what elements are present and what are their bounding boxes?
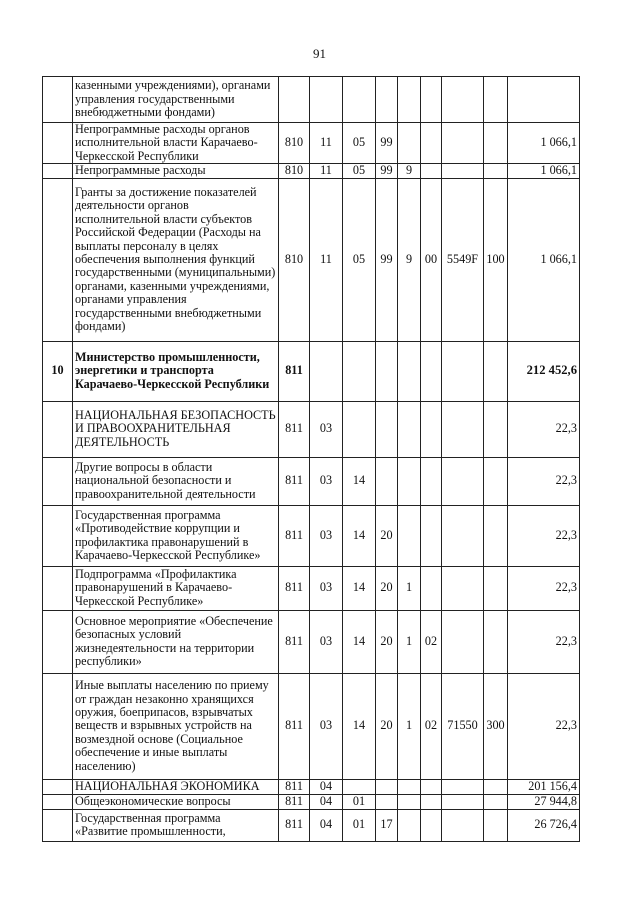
subsection-code-cell: [343, 77, 376, 123]
section-code-cell: 11: [310, 164, 343, 178]
expense-type-code-cell: [484, 566, 508, 610]
admin-code-cell: 811: [279, 809, 310, 841]
subsection-code-cell: [343, 401, 376, 457]
subprogram-code-cell: [398, 341, 421, 401]
subsection-code-cell: 14: [343, 457, 376, 505]
row-number-cell: [43, 779, 73, 794]
section-code-cell: 04: [310, 809, 343, 841]
program-code-cell: [376, 401, 398, 457]
main-action-code-cell: 00: [421, 178, 442, 341]
main-action-code-cell: [421, 341, 442, 401]
program-code-cell: [376, 794, 398, 809]
table-row: [43, 178, 580, 341]
amount-cell: 201 156,4: [508, 779, 580, 794]
main-action-code-cell: [421, 401, 442, 457]
table-row: [43, 809, 580, 841]
admin-code-cell: 811: [279, 341, 310, 401]
main-action-code-cell: [421, 779, 442, 794]
row-number-cell: [43, 457, 73, 505]
program-code-cell: 20: [376, 505, 398, 566]
item-name-cell: НАЦИОНАЛЬНАЯ БЕЗОПАСНОСТЬ И ПРАВООХРАНИТЕЛЬНАЯ ДЕЯТЕЛЬНОСТЬ: [73, 401, 279, 457]
item-name-cell: казенными учреждениями), органами управления государственными внебюджетными фондами): [73, 77, 279, 123]
program-code-cell: [376, 77, 398, 123]
item-name-cell: Непрограммные расходы: [73, 164, 279, 178]
direction-code-cell: [442, 123, 484, 164]
admin-code-cell: 810: [279, 164, 310, 178]
item-name-cell: Государственная программа «Развитие промышленности,: [73, 809, 279, 841]
subprogram-code-cell: [398, 809, 421, 841]
row-number-cell: [43, 123, 73, 164]
direction-code-cell: [442, 341, 484, 401]
expense-type-code-cell: [484, 610, 508, 673]
amount-cell: 22,3: [508, 673, 580, 779]
direction-code-cell: [442, 779, 484, 794]
program-code-cell: 20: [376, 673, 398, 779]
main-action-code-cell: [421, 809, 442, 841]
amount-cell: 22,3: [508, 566, 580, 610]
subprogram-code-cell: 9: [398, 164, 421, 178]
subsection-code-cell: 01: [343, 809, 376, 841]
item-name-cell: НАЦИОНАЛЬНАЯ ЭКОНОМИКА: [73, 779, 279, 794]
program-code-cell: 17: [376, 809, 398, 841]
program-code-cell: 20: [376, 566, 398, 610]
subprogram-code-cell: [398, 77, 421, 123]
subprogram-code-cell: [398, 779, 421, 794]
expense-type-code-cell: [484, 779, 508, 794]
table-row: [43, 505, 580, 566]
item-name-cell: Гранты за достижение показателей деятельности органов исполнительной власти субъектов Российской Федерации (Расходы на выплаты персоналу в целях обеспечения выполнения функций государственными (муниципальными) органами, казенными учреждениями, органами управления государственными внебюджетными фондами): [73, 178, 279, 341]
row-number-cell: [43, 610, 73, 673]
table-row: [43, 457, 580, 505]
program-code-cell: [376, 779, 398, 794]
expense-type-code-cell: 300: [484, 673, 508, 779]
subsection-code-cell: 14: [343, 505, 376, 566]
expense-type-code-cell: [484, 123, 508, 164]
section-code-cell: 11: [310, 178, 343, 341]
subprogram-code-cell: [398, 123, 421, 164]
row-number-cell: [43, 794, 73, 809]
row-number-cell: [43, 673, 73, 779]
item-name-cell: Подпрограмма «Профилактика правонарушений в Карачаево-Черкесской Республике»: [73, 566, 279, 610]
subsection-code-cell: [343, 779, 376, 794]
subprogram-code-cell: 1: [398, 673, 421, 779]
section-code-cell: 03: [310, 401, 343, 457]
budget-table: [42, 76, 580, 842]
program-code-cell: 20: [376, 610, 398, 673]
section-code-cell: [310, 77, 343, 123]
budget-table-body: [43, 77, 580, 842]
item-name-cell: Основное мероприятие «Обеспечение безопасных условий жизнедеятельности на территории республики»: [73, 610, 279, 673]
direction-code-cell: 5549F: [442, 178, 484, 341]
direction-code-cell: [442, 505, 484, 566]
admin-code-cell: 811: [279, 505, 310, 566]
expense-type-code-cell: [484, 401, 508, 457]
program-code-cell: 99: [376, 123, 398, 164]
expense-type-code-cell: [484, 794, 508, 809]
item-name-cell: Общеэкономические вопросы: [73, 794, 279, 809]
direction-code-cell: [442, 610, 484, 673]
admin-code-cell: 811: [279, 457, 310, 505]
main-action-code-cell: 02: [421, 610, 442, 673]
direction-code-cell: [442, 164, 484, 178]
program-code-cell: [376, 341, 398, 401]
expense-type-code-cell: [484, 77, 508, 123]
subprogram-code-cell: [398, 505, 421, 566]
section-code-cell: [310, 341, 343, 401]
subprogram-code-cell: [398, 457, 421, 505]
section-code-cell: 11: [310, 123, 343, 164]
admin-code-cell: 810: [279, 178, 310, 341]
subsection-code-cell: 14: [343, 673, 376, 779]
direction-code-cell: [442, 401, 484, 457]
subsection-code-cell: 05: [343, 123, 376, 164]
expense-type-code-cell: [484, 164, 508, 178]
amount-cell: 22,3: [508, 457, 580, 505]
subsection-code-cell: 14: [343, 566, 376, 610]
main-action-code-cell: [421, 123, 442, 164]
direction-code-cell: 71550: [442, 673, 484, 779]
amount-cell: 1 066,1: [508, 178, 580, 341]
section-code-cell: 03: [310, 505, 343, 566]
admin-code-cell: 811: [279, 779, 310, 794]
main-action-code-cell: [421, 77, 442, 123]
main-action-code-cell: [421, 164, 442, 178]
direction-code-cell: [442, 77, 484, 123]
amount-cell: 22,3: [508, 610, 580, 673]
main-action-code-cell: [421, 457, 442, 505]
direction-code-cell: [442, 794, 484, 809]
amount-cell: 22,3: [508, 505, 580, 566]
table-row: [43, 610, 580, 673]
row-number-cell: [43, 809, 73, 841]
item-name-cell: Другие вопросы в области национальной безопасности и правоохранительной деятельности: [73, 457, 279, 505]
direction-code-cell: [442, 457, 484, 505]
admin-code-cell: 811: [279, 794, 310, 809]
table-row: [43, 673, 580, 779]
item-name-cell: Непрограммные расходы органов исполнительной власти Карачаево-Черкесской Республики: [73, 123, 279, 164]
amount-cell: 212 452,6: [508, 341, 580, 401]
section-code-cell: 03: [310, 566, 343, 610]
subsection-code-cell: 14: [343, 610, 376, 673]
row-number-cell: [43, 401, 73, 457]
row-number-cell: [43, 566, 73, 610]
expense-type-code-cell: [484, 341, 508, 401]
admin-code-cell: 810: [279, 123, 310, 164]
program-code-cell: 99: [376, 164, 398, 178]
section-code-cell: 03: [310, 673, 343, 779]
subprogram-code-cell: 1: [398, 610, 421, 673]
subprogram-code-cell: 1: [398, 566, 421, 610]
main-action-code-cell: [421, 505, 442, 566]
row-number-cell: [43, 77, 73, 123]
admin-code-cell: 811: [279, 566, 310, 610]
main-action-code-cell: [421, 566, 442, 610]
main-action-code-cell: [421, 794, 442, 809]
amount-cell: 26 726,4: [508, 809, 580, 841]
section-code-cell: 04: [310, 794, 343, 809]
expense-type-code-cell: [484, 505, 508, 566]
section-code-cell: 03: [310, 610, 343, 673]
subprogram-code-cell: [398, 794, 421, 809]
expense-type-code-cell: 100: [484, 178, 508, 341]
admin-code-cell: 811: [279, 401, 310, 457]
amount-cell: 1 066,1: [508, 164, 580, 178]
amount-cell: 27 944,8: [508, 794, 580, 809]
table-row: [43, 341, 580, 401]
subsection-code-cell: 05: [343, 164, 376, 178]
admin-code-cell: [279, 77, 310, 123]
amount-cell: 22,3: [508, 401, 580, 457]
amount-cell: [508, 77, 580, 123]
item-name-cell: Государственная программа «Противодействие коррупции и профилактика правонарушений в Карачаево-Черкесской Республике»: [73, 505, 279, 566]
admin-code-cell: 811: [279, 673, 310, 779]
subsection-code-cell: 01: [343, 794, 376, 809]
subprogram-code-cell: [398, 401, 421, 457]
table-row: [43, 779, 580, 794]
program-code-cell: 99: [376, 178, 398, 341]
expense-type-code-cell: [484, 809, 508, 841]
direction-code-cell: [442, 809, 484, 841]
subprogram-code-cell: 9: [398, 178, 421, 341]
row-number-cell: [43, 178, 73, 341]
page-number: 91: [313, 46, 326, 61]
direction-code-cell: [442, 566, 484, 610]
item-name-cell: Иные выплаты населению по приему от граждан незаконно хранящихся оружия, боеприпасов, взрывчатых веществ и взрывных устройств на возмездной основе (Социальное обеспечение и иные выплаты населению): [73, 673, 279, 779]
admin-code-cell: 811: [279, 610, 310, 673]
section-code-cell: 04: [310, 779, 343, 794]
table-row: [43, 794, 580, 809]
row-number-cell: [43, 505, 73, 566]
amount-cell: 1 066,1: [508, 123, 580, 164]
row-number-cell: 10: [43, 341, 73, 401]
item-name-cell: Министерство промышленности, энергетики и транспорта Карачаево-Черкесской Республики: [73, 341, 279, 401]
expense-type-code-cell: [484, 457, 508, 505]
table-row: [43, 566, 580, 610]
table-row: [43, 401, 580, 457]
row-number-cell: [43, 164, 73, 178]
subsection-code-cell: 05: [343, 178, 376, 341]
section-code-cell: 03: [310, 457, 343, 505]
table-row: [43, 123, 580, 164]
program-code-cell: [376, 457, 398, 505]
table-row: [43, 77, 580, 123]
subsection-code-cell: [343, 341, 376, 401]
main-action-code-cell: 02: [421, 673, 442, 779]
table-row: [43, 164, 580, 178]
